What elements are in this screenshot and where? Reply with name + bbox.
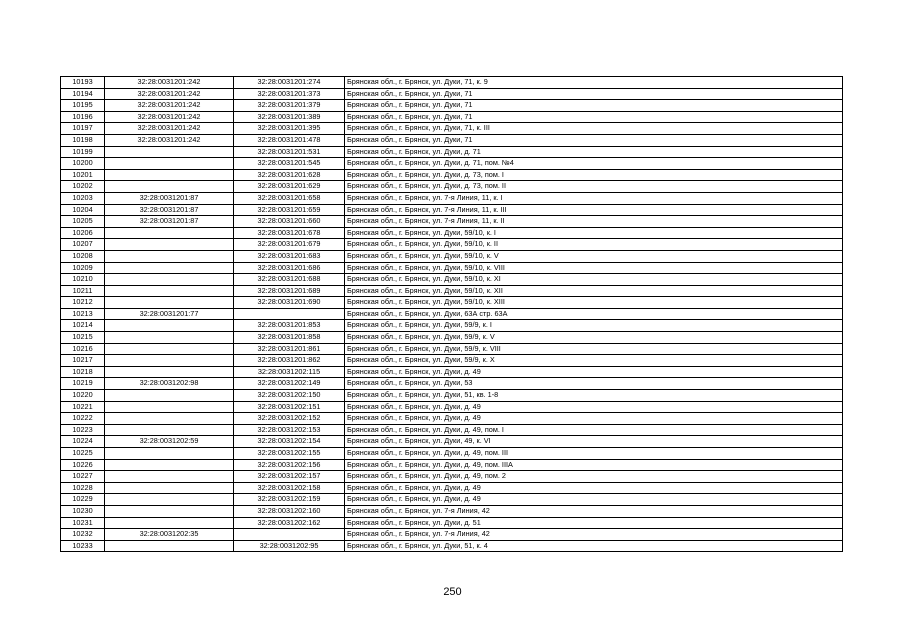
row-number-cell: 10209 bbox=[61, 262, 105, 274]
address-cell: Брянская обл., г. Брянск, ул. 7-я Линия, 42 bbox=[345, 505, 843, 517]
row-number-cell: 10210 bbox=[61, 274, 105, 286]
cadastral-number-cell: 32:28:0031202:154 bbox=[234, 436, 345, 448]
row-number-cell: 10217 bbox=[61, 355, 105, 367]
row-number-cell: 10228 bbox=[61, 482, 105, 494]
cadastral-number-cell: 32:28:0031201:858 bbox=[234, 332, 345, 344]
table-row bbox=[61, 204, 843, 216]
cadastral-number-cell: 32:28:0031201:629 bbox=[234, 181, 345, 193]
address-cell: Брянская обл., г. Брянск, ул. 7-я Линия, 11, к. III bbox=[345, 204, 843, 216]
row-number-cell: 10207 bbox=[61, 239, 105, 251]
table-row bbox=[61, 320, 843, 332]
row-number-cell: 10204 bbox=[61, 204, 105, 216]
parent-cadastral-number-cell: 32:28:0031201:87 bbox=[105, 204, 234, 216]
table-row bbox=[61, 169, 843, 181]
cadastral-number-cell: 32:28:0031201:688 bbox=[234, 274, 345, 286]
table-row bbox=[61, 77, 843, 89]
row-number-cell: 10226 bbox=[61, 459, 105, 471]
parent-cadastral-number-cell bbox=[105, 366, 234, 378]
parent-cadastral-number-cell bbox=[105, 505, 234, 517]
table-row bbox=[61, 413, 843, 425]
table-row bbox=[61, 285, 843, 297]
cadastral-number-cell: 32:28:0031201:659 bbox=[234, 204, 345, 216]
cadastral-number-cell: 32:28:0031201:478 bbox=[234, 134, 345, 146]
row-number-cell: 10213 bbox=[61, 308, 105, 320]
table-row bbox=[61, 378, 843, 390]
table-row bbox=[61, 239, 843, 251]
address-cell: Брянская обл., г. Брянск, ул. Дуки, 59/9, к. VIII bbox=[345, 343, 843, 355]
cadastral-number-cell bbox=[234, 308, 345, 320]
address-cell: Брянская обл., г. Брянск, ул. Дуки, 71 bbox=[345, 100, 843, 112]
address-cell: Брянская обл., г. Брянск, ул. Дуки, д. 49, пом. 2 bbox=[345, 471, 843, 483]
cadastral-number-cell: 32:28:0031202:160 bbox=[234, 505, 345, 517]
parent-cadastral-number-cell bbox=[105, 517, 234, 529]
row-number-cell: 10201 bbox=[61, 169, 105, 181]
row-number-cell: 10221 bbox=[61, 401, 105, 413]
cadastral-number-cell: 32:28:0031202:159 bbox=[234, 494, 345, 506]
parent-cadastral-number-cell bbox=[105, 332, 234, 344]
table-row bbox=[61, 424, 843, 436]
parent-cadastral-number-cell bbox=[105, 424, 234, 436]
row-number-cell: 10200 bbox=[61, 158, 105, 170]
table-body bbox=[61, 77, 843, 552]
row-number-cell: 10227 bbox=[61, 471, 105, 483]
cadastral-registry-table bbox=[60, 76, 843, 552]
row-number-cell: 10199 bbox=[61, 146, 105, 158]
cadastral-number-cell bbox=[234, 529, 345, 541]
cadastral-number-cell: 32:28:0031202:95 bbox=[234, 540, 345, 552]
parent-cadastral-number-cell: 32:28:0031201:242 bbox=[105, 111, 234, 123]
row-number-cell: 10220 bbox=[61, 390, 105, 402]
table-row bbox=[61, 123, 843, 135]
cadastral-number-cell: 32:28:0031201:395 bbox=[234, 123, 345, 135]
table-row bbox=[61, 436, 843, 448]
table-row bbox=[61, 401, 843, 413]
table-row bbox=[61, 332, 843, 344]
address-cell: Брянская обл., г. Брянск, ул. Дуки, д. 49 bbox=[345, 413, 843, 425]
parent-cadastral-number-cell bbox=[105, 227, 234, 239]
page-number: 250 bbox=[443, 586, 462, 598]
row-number-cell: 10214 bbox=[61, 320, 105, 332]
address-cell: Брянская обл., г. Брянск, ул. Дуки, 63А стр. 63А bbox=[345, 308, 843, 320]
address-cell: Брянская обл., г. Брянск, ул. Дуки, 59/10, к. I bbox=[345, 227, 843, 239]
address-cell: Брянская обл., г. Брянск, ул. 7-я Линия, 11, к. I bbox=[345, 192, 843, 204]
cadastral-number-cell: 32:28:0031201:690 bbox=[234, 297, 345, 309]
address-cell: Брянская обл., г. Брянск, ул. Дуки, 71 bbox=[345, 111, 843, 123]
cadastral-number-cell: 32:28:0031201:274 bbox=[234, 77, 345, 89]
cadastral-number-cell: 32:28:0031201:678 bbox=[234, 227, 345, 239]
row-number-cell: 10206 bbox=[61, 227, 105, 239]
row-number-cell: 10224 bbox=[61, 436, 105, 448]
address-cell: Брянская обл., г. Брянск, ул. Дуки, 59/10, к. II bbox=[345, 239, 843, 251]
table-row bbox=[61, 517, 843, 529]
address-cell: Брянская обл., г. Брянск, ул. Дуки, 59/10, к. XI bbox=[345, 274, 843, 286]
cadastral-number-cell: 32:28:0031201:658 bbox=[234, 192, 345, 204]
parent-cadastral-number-cell: 32:28:0031201:242 bbox=[105, 88, 234, 100]
table-row bbox=[61, 158, 843, 170]
cadastral-number-cell: 32:28:0031202:158 bbox=[234, 482, 345, 494]
row-number-cell: 10205 bbox=[61, 216, 105, 228]
cadastral-number-cell: 32:28:0031201:686 bbox=[234, 262, 345, 274]
parent-cadastral-number-cell: 32:28:0031201:242 bbox=[105, 123, 234, 135]
row-number-cell: 10212 bbox=[61, 297, 105, 309]
parent-cadastral-number-cell bbox=[105, 297, 234, 309]
address-cell: Брянская обл., г. Брянск, ул. Дуки, 71 bbox=[345, 134, 843, 146]
parent-cadastral-number-cell bbox=[105, 390, 234, 402]
parent-cadastral-number-cell bbox=[105, 320, 234, 332]
row-number-cell: 10218 bbox=[61, 366, 105, 378]
parent-cadastral-number-cell: 32:28:0031201:87 bbox=[105, 192, 234, 204]
address-cell: Брянская обл., г. Брянск, ул. Дуки, 59/10, к. V bbox=[345, 250, 843, 262]
parent-cadastral-number-cell bbox=[105, 169, 234, 181]
cadastral-number-cell: 32:28:0031201:628 bbox=[234, 169, 345, 181]
address-cell: Брянская обл., г. Брянск, ул. Дуки, 53 bbox=[345, 378, 843, 390]
parent-cadastral-number-cell bbox=[105, 262, 234, 274]
row-number-cell: 10232 bbox=[61, 529, 105, 541]
parent-cadastral-number-cell bbox=[105, 355, 234, 367]
row-number-cell: 10229 bbox=[61, 494, 105, 506]
row-number-cell: 10197 bbox=[61, 123, 105, 135]
address-cell: Брянская обл., г. Брянск, ул. Дуки, 59/9, к. V bbox=[345, 332, 843, 344]
table-row bbox=[61, 250, 843, 262]
table-row bbox=[61, 448, 843, 460]
table-row bbox=[61, 308, 843, 320]
parent-cadastral-number-cell: 32:28:0031201:242 bbox=[105, 100, 234, 112]
parent-cadastral-number-cell bbox=[105, 540, 234, 552]
table-row bbox=[61, 529, 843, 541]
cadastral-number-cell: 32:28:0031202:157 bbox=[234, 471, 345, 483]
parent-cadastral-number-cell bbox=[105, 471, 234, 483]
cadastral-number-cell: 32:28:0031202:151 bbox=[234, 401, 345, 413]
row-number-cell: 10193 bbox=[61, 77, 105, 89]
address-cell: Брянская обл., г. Брянск, ул. Дуки, д. 49 bbox=[345, 401, 843, 413]
cadastral-number-cell: 32:28:0031202:162 bbox=[234, 517, 345, 529]
table-row bbox=[61, 540, 843, 552]
address-cell: Брянская обл., г. Брянск, ул. 7-я Линия, 11, к. II bbox=[345, 216, 843, 228]
table-row bbox=[61, 482, 843, 494]
address-cell: Брянская обл., г. Брянск, ул. Дуки, 71, к. 9 bbox=[345, 77, 843, 89]
address-cell: Брянская обл., г. Брянск, ул. Дуки, 59/9, к. X bbox=[345, 355, 843, 367]
parent-cadastral-number-cell bbox=[105, 146, 234, 158]
table-row bbox=[61, 355, 843, 367]
parent-cadastral-number-cell bbox=[105, 459, 234, 471]
row-number-cell: 10230 bbox=[61, 505, 105, 517]
cadastral-number-cell: 32:28:0031201:683 bbox=[234, 250, 345, 262]
table-row bbox=[61, 274, 843, 286]
table-row bbox=[61, 100, 843, 112]
table-row bbox=[61, 297, 843, 309]
table-row bbox=[61, 88, 843, 100]
parent-cadastral-number-cell: 32:28:0031202:98 bbox=[105, 378, 234, 390]
parent-cadastral-number-cell: 32:28:0031201:242 bbox=[105, 77, 234, 89]
row-number-cell: 10231 bbox=[61, 517, 105, 529]
row-number-cell: 10219 bbox=[61, 378, 105, 390]
table-row bbox=[61, 366, 843, 378]
parent-cadastral-number-cell bbox=[105, 274, 234, 286]
row-number-cell: 10215 bbox=[61, 332, 105, 344]
table-row bbox=[61, 192, 843, 204]
address-cell: Брянская обл., г. Брянск, ул. Дуки, 51, кв. 1-8 bbox=[345, 390, 843, 402]
cadastral-number-cell: 32:28:0031201:545 bbox=[234, 158, 345, 170]
table-row bbox=[61, 146, 843, 158]
address-cell: Брянская обл., г. Брянск, ул. Дуки, д. 71, пом. №4 bbox=[345, 158, 843, 170]
parent-cadastral-number-cell bbox=[105, 401, 234, 413]
cadastral-number-cell: 32:28:0031201:660 bbox=[234, 216, 345, 228]
cadastral-number-cell: 32:28:0031201:679 bbox=[234, 239, 345, 251]
parent-cadastral-number-cell: 32:28:0031201:87 bbox=[105, 216, 234, 228]
table-row bbox=[61, 111, 843, 123]
address-cell: Брянская обл., г. Брянск, ул. Дуки, д. 73, пом. II bbox=[345, 181, 843, 193]
parent-cadastral-number-cell bbox=[105, 239, 234, 251]
table-row bbox=[61, 494, 843, 506]
parent-cadastral-number-cell bbox=[105, 482, 234, 494]
row-number-cell: 10208 bbox=[61, 250, 105, 262]
row-number-cell: 10223 bbox=[61, 424, 105, 436]
row-number-cell: 10222 bbox=[61, 413, 105, 425]
address-cell: Брянская обл., г. Брянск, ул. Дуки, 59/10, к. XIII bbox=[345, 297, 843, 309]
address-cell: Брянская обл., г. Брянск, ул. Дуки, д. 49 bbox=[345, 366, 843, 378]
cadastral-number-cell: 32:28:0031202:152 bbox=[234, 413, 345, 425]
cadastral-number-cell: 32:28:0031201:379 bbox=[234, 100, 345, 112]
parent-cadastral-number-cell: 32:28:0031202:59 bbox=[105, 436, 234, 448]
parent-cadastral-number-cell bbox=[105, 181, 234, 193]
address-cell: Брянская обл., г. Брянск, ул. Дуки, д. 49 bbox=[345, 482, 843, 494]
parent-cadastral-number-cell bbox=[105, 413, 234, 425]
row-number-cell: 10211 bbox=[61, 285, 105, 297]
row-number-cell: 10196 bbox=[61, 111, 105, 123]
cadastral-number-cell: 32:28:0031201:373 bbox=[234, 88, 345, 100]
cadastral-number-cell: 32:28:0031202:153 bbox=[234, 424, 345, 436]
row-number-cell: 10195 bbox=[61, 100, 105, 112]
address-cell: Брянская обл., г. Брянск, ул. Дуки, 59/9, к. I bbox=[345, 320, 843, 332]
parent-cadastral-number-cell bbox=[105, 250, 234, 262]
cadastral-number-cell: 32:28:0031202:150 bbox=[234, 390, 345, 402]
address-cell: Брянская обл., г. Брянск, ул. Дуки, д. 51 bbox=[345, 517, 843, 529]
address-cell: Брянская обл., г. Брянск, ул. Дуки, д. 49, пом. III bbox=[345, 448, 843, 460]
table-row bbox=[61, 134, 843, 146]
parent-cadastral-number-cell bbox=[105, 343, 234, 355]
table-row bbox=[61, 343, 843, 355]
table-row bbox=[61, 459, 843, 471]
row-number-cell: 10194 bbox=[61, 88, 105, 100]
cadastral-number-cell: 32:28:0031202:115 bbox=[234, 366, 345, 378]
address-cell: Брянская обл., г. Брянск, ул. Дуки, 71 bbox=[345, 88, 843, 100]
address-cell: Брянская обл., г. Брянск, ул. 7-я Линия, 42 bbox=[345, 529, 843, 541]
cadastral-number-cell: 32:28:0031202:149 bbox=[234, 378, 345, 390]
table-row bbox=[61, 471, 843, 483]
address-cell: Брянская обл., г. Брянск, ул. Дуки, д. 49, пом. IIIA bbox=[345, 459, 843, 471]
row-number-cell: 10203 bbox=[61, 192, 105, 204]
row-number-cell: 10225 bbox=[61, 448, 105, 460]
address-cell: Брянская обл., г. Брянск, ул. Дуки, 71, к. III bbox=[345, 123, 843, 135]
row-number-cell: 10198 bbox=[61, 134, 105, 146]
address-cell: Брянская обл., г. Брянск, ул. Дуки, д. 73, пом. I bbox=[345, 169, 843, 181]
table-row bbox=[61, 262, 843, 274]
parent-cadastral-number-cell: 32:28:0031201:242 bbox=[105, 134, 234, 146]
cadastral-number-cell: 32:28:0031201:389 bbox=[234, 111, 345, 123]
parent-cadastral-number-cell: 32:28:0031202:35 bbox=[105, 529, 234, 541]
cadastral-number-cell: 32:28:0031201:853 bbox=[234, 320, 345, 332]
cadastral-number-cell: 32:28:0031201:689 bbox=[234, 285, 345, 297]
address-cell: Брянская обл., г. Брянск, ул. Дуки, 59/10, к. VIII bbox=[345, 262, 843, 274]
table-row bbox=[61, 505, 843, 517]
cadastral-number-cell: 32:28:0031202:155 bbox=[234, 448, 345, 460]
row-number-cell: 10202 bbox=[61, 181, 105, 193]
table-row bbox=[61, 216, 843, 228]
parent-cadastral-number-cell bbox=[105, 494, 234, 506]
address-cell: Брянская обл., г. Брянск, ул. Дуки, д. 71 bbox=[345, 146, 843, 158]
table-row bbox=[61, 227, 843, 239]
parent-cadastral-number-cell: 32:28:0031201:77 bbox=[105, 308, 234, 320]
row-number-cell: 10216 bbox=[61, 343, 105, 355]
cadastral-number-cell: 32:28:0031201:862 bbox=[234, 355, 345, 367]
table-row bbox=[61, 390, 843, 402]
address-cell: Брянская обл., г. Брянск, ул. Дуки, 51, к. 4 bbox=[345, 540, 843, 552]
address-cell: Брянская обл., г. Брянск, ул. Дуки, 59/10, к. XII bbox=[345, 285, 843, 297]
parent-cadastral-number-cell bbox=[105, 448, 234, 460]
address-cell: Брянская обл., г. Брянск, ул. Дуки, д. 49, пом. I bbox=[345, 424, 843, 436]
table-row bbox=[61, 181, 843, 193]
parent-cadastral-number-cell bbox=[105, 158, 234, 170]
cadastral-number-cell: 32:28:0031201:531 bbox=[234, 146, 345, 158]
row-number-cell: 10233 bbox=[61, 540, 105, 552]
parent-cadastral-number-cell bbox=[105, 285, 234, 297]
address-cell: Брянская обл., г. Брянск, ул. Дуки, д. 49 bbox=[345, 494, 843, 506]
cadastral-number-cell: 32:28:0031202:156 bbox=[234, 459, 345, 471]
address-cell: Брянская обл., г. Брянск, ул. Дуки, 49, к. VI bbox=[345, 436, 843, 448]
cadastral-number-cell: 32:28:0031201:861 bbox=[234, 343, 345, 355]
